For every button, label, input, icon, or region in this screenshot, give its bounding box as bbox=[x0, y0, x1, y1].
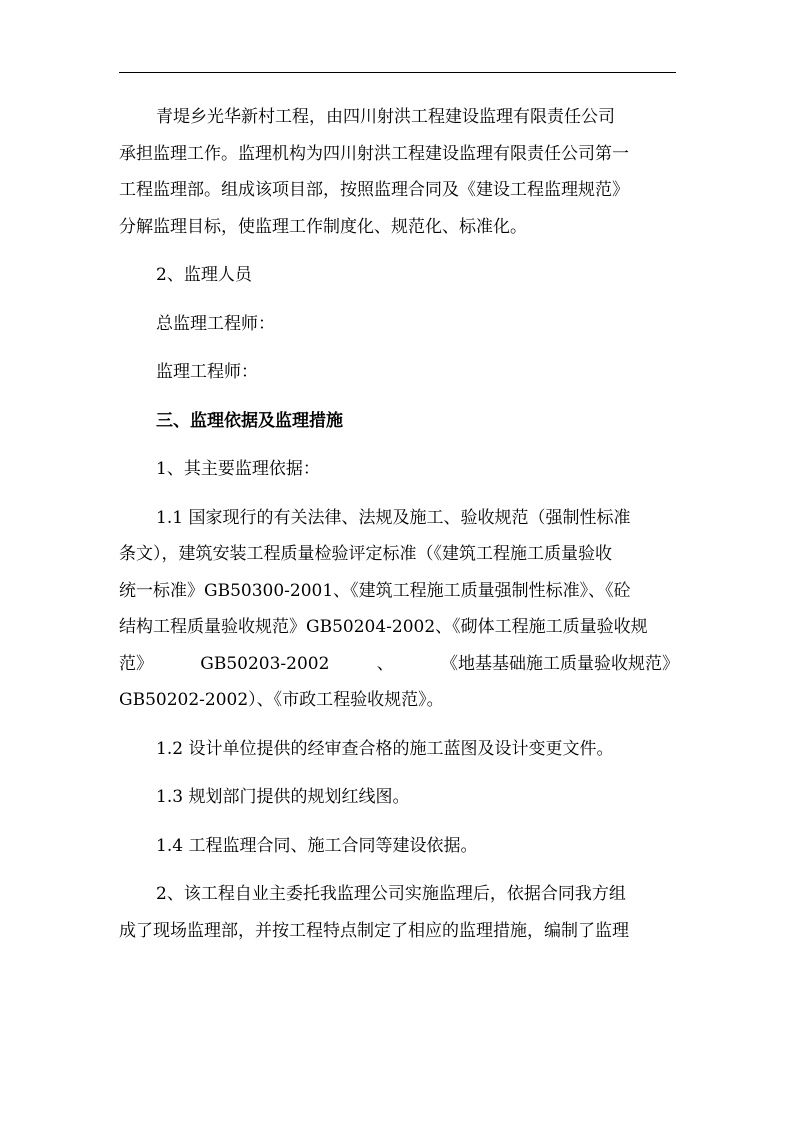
paragraph-basis-1-1 bbox=[119, 500, 679, 719]
text-fragment: 范》 bbox=[119, 653, 153, 674]
header-rule bbox=[119, 72, 676, 73]
paragraph-basis-1-3 bbox=[119, 779, 679, 816]
text-line: 成了现场监理部，并按工程特点制定了相应的监理措施，编制了监理 bbox=[119, 920, 629, 941]
paragraph-chief-engineer bbox=[119, 306, 679, 343]
paragraph-project-intro bbox=[119, 99, 679, 245]
text-line: 工程监理部。组成该项目部，按照监理合同及《建设工程监理规范》 bbox=[119, 180, 629, 200]
text-line: 1.3 规划部门提供的规划红线图。 bbox=[156, 787, 410, 807]
paragraph-basis-title bbox=[119, 451, 679, 488]
text-fragment: 、 bbox=[376, 653, 394, 674]
text-line: 1、其主要监理依据： bbox=[156, 459, 320, 479]
paragraph-personnel bbox=[119, 257, 679, 294]
text-fragment: GB50203-2002 bbox=[200, 653, 330, 674]
text-line-justified bbox=[119, 646, 679, 683]
paragraph-measures bbox=[119, 876, 679, 949]
paragraph-basis-1-2 bbox=[119, 731, 679, 768]
text-line: 承担监理工作。监理机构为四川射洪工程建设监理有限责任公司第一 bbox=[119, 143, 629, 164]
text-line: 1.2 设计单位提供的经审查合格的施工蓝图及设计变更文件。 bbox=[156, 738, 614, 759]
text-line: 总监理工程师： bbox=[156, 313, 275, 334]
text-line: 1.4 工程监理合同、施工合同等建设依据。 bbox=[156, 835, 478, 856]
text-line: 监理工程师： bbox=[156, 362, 258, 382]
text-line: 结构工程质量验收规范》GB50204-2002、《砌体工程施工质量验收规 bbox=[119, 617, 648, 637]
text-line: 青堤乡光华新村工程，由四川射洪工程建设监理有限责任公司 bbox=[156, 107, 615, 127]
paragraph-engineer bbox=[119, 354, 679, 391]
paragraph-basis-1-4 bbox=[119, 828, 679, 865]
text-line: 2、该工程自业主委托我监理公司实施监理后，依据合同我方组 bbox=[156, 884, 626, 904]
text-fragment: 《地基基础施工质量验收规范》 bbox=[440, 653, 679, 674]
document-body bbox=[119, 99, 679, 949]
text-line: 统一标准》GB50300-2001、《建筑工程施工质量强制性标准》、《砼 bbox=[119, 580, 631, 601]
text-line: 1.1 国家现行的有关法律、法规及施工、验收规范（强制性标准 bbox=[156, 507, 631, 528]
heading-text: 三、监理依据及监理措施 bbox=[156, 410, 343, 431]
text-line: 分解监理目标，使监理工作制度化、规范化、标准化。 bbox=[119, 216, 527, 237]
text-line: 条文），建筑安装工程质量检验评定标准（《建筑工程施工质量验收 bbox=[119, 544, 612, 564]
section-heading bbox=[119, 403, 679, 440]
text-line: GB50202-2002）、《市政工程验收规范》。 bbox=[119, 690, 444, 710]
text-line: 2、监理人员 bbox=[156, 265, 252, 285]
